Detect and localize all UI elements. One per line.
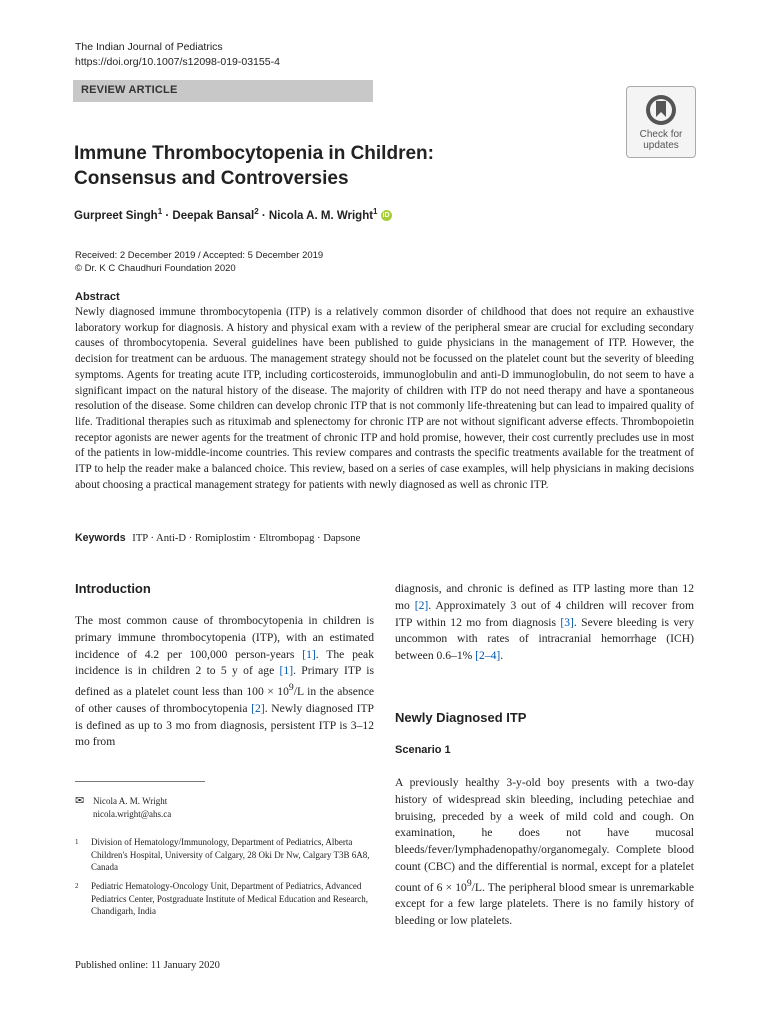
scenario-paragraph: A previously healthy 3-y-old boy presents with a two-day history of widespread skin bleeding, including petechiae and bruising, preceded by a week of mild cold and cough. On examination, he does not have mucosal bleeds/fever/lymphadenopathy/organomegaly. Complete blood count (CBC) and the differential is normal, except for a platelet count of $6 \times 10^9/L$. The peripheral blood smear is unremarkable except for a few large platelets. There is no family history of bleeding or low platelets. bbox=[395, 776, 694, 928]
affiliation-number: 1 bbox=[75, 838, 79, 846]
corresponding-email[interactable]: nicola.wright@ahs.ca bbox=[93, 808, 172, 819]
reference-link[interactable]: [3] bbox=[560, 615, 574, 629]
affiliation-1 bbox=[75, 836, 370, 874]
keywords-label: Keywords bbox=[75, 532, 126, 544]
keyword: ITP bbox=[132, 533, 148, 544]
title-line-2: Consensus and Controversies bbox=[74, 168, 349, 189]
keyword: · Eltrombopag bbox=[250, 533, 314, 544]
copyright: © Dr. K C Chaudhuri Foundation 2020 bbox=[75, 263, 236, 274]
reference-link[interactable]: [2] bbox=[414, 598, 429, 612]
affiliation-2 bbox=[75, 880, 370, 918]
updates-label: updates bbox=[643, 140, 679, 151]
corresponding-author bbox=[75, 795, 171, 820]
check-for-label: Check for bbox=[639, 129, 683, 140]
newly-diagnosed-heading: Newly Diagnosed ITP bbox=[395, 710, 527, 725]
author-affiliation: 1 bbox=[373, 207, 378, 216]
abstract-text: Newly diagnosed immune thrombocytopenia (ITP) is a relatively common disorder of childhood that does not require an exhaustive laboratory workup for diagnosis. A history and physical exam with a review of the peripheral smear are crucial for excluding secondary causes of thrombocytopenia. Several guidelines have been published to guide physicians in the management of ITP. However, the decision for treatment can be arduous. The management strategy should not be focussed on the platelet count but the severity of bleeding symptoms. Agents for treating acute ITP, including corticosteroids, immunoglobulin and anti-D immunoglobulin, do not seem to have a significant impact on the natural history of the disease. The majority of children with ITP do not need therapy and have a spontaneous resolution of the disease. Some children can develop chronic ITP that is not commonly life-threatening but can lead to impaired quality of life. Traditional therapies such as rituximab and splenectomy for chronic ITP are not without significant adverse effects. Thrombopoietin receptor agonists are newer agents for the treatment of chronic ITP and hold promise, however, their cost currently precludes use in most of the patients in low-middle-income countries. This review compares and contrasts the specific treatments available for the treatment of ITP to help the reader make a balanced choice. This review, based on a series of case examples, will help physicians in making decisions about choosing a practical management strategy for patients with newly diagnosed as well as chronic ITP. bbox=[75, 306, 694, 491]
author-affiliation: 1 bbox=[157, 207, 163, 216]
author-name[interactable]: Gurpreet Singh bbox=[74, 209, 158, 222]
author-list: Gurpreet Singh$^1$ · Deepak Bansal$^2$ · Nicola A. M. Wright$^1$ iD bbox=[74, 207, 390, 222]
article-dates bbox=[75, 249, 323, 275]
author-affiliation: 2 bbox=[254, 207, 259, 216]
check-for-updates-badge[interactable] bbox=[626, 86, 696, 158]
affiliation-text: Pediatric Hematology-Oncology Unit, Department of Pediatrics, Advanced Pediatrics Center, Postgraduate Institute of Medical Education and Research, Chandigarh, India bbox=[91, 881, 369, 916]
reference-link[interactable]: [2–4] bbox=[475, 649, 501, 663]
keyword: · Romiplostim bbox=[186, 533, 250, 544]
title-line-1: Immune Thrombocytopenia in Children: bbox=[74, 143, 434, 164]
article-type-banner bbox=[73, 80, 373, 102]
orcid-icon[interactable]: iD bbox=[382, 212, 390, 220]
scenario-heading: Scenario 1 bbox=[395, 744, 451, 756]
incidence-paragraph: diagnosis, and chronic is defined as ITP lasting more than 12 mo [2]. Approximately 3 out of 4 children will recover from ITP within 12 mo from diagnosis [3]. Severe bleeding is very uncommon with rates of intracranial hemorrhage (ICH) between 0.6–1% [2–4]. bbox=[395, 582, 694, 663]
published-date: Published online: 11 January 2020 bbox=[75, 960, 220, 971]
reference-link[interactable]: [2] bbox=[251, 701, 265, 715]
author-name[interactable]: Deepak Bansal bbox=[172, 209, 255, 222]
keyword: · Dapsone bbox=[314, 533, 360, 544]
journal-name: The Indian Journal of Pediatrics bbox=[75, 41, 223, 53]
article-type: REVIEW ARTICLE bbox=[81, 84, 178, 96]
journal-header bbox=[75, 40, 280, 70]
affiliation-number: 2 bbox=[75, 882, 79, 890]
keywords bbox=[75, 532, 360, 544]
reference-link[interactable]: [1] bbox=[302, 647, 316, 661]
author-name[interactable]: Nicola A. M. Wright bbox=[268, 209, 374, 222]
introduction-heading: Introduction bbox=[75, 581, 151, 596]
abstract-heading: Abstract bbox=[75, 291, 120, 303]
footnote-divider bbox=[75, 781, 205, 782]
envelope-icon: ✉ bbox=[75, 795, 85, 807]
received-accepted: Received: 2 December 2019 / Accepted: 5 December 2019 bbox=[75, 250, 324, 261]
keyword: · Anti-D bbox=[148, 533, 186, 544]
corresponding-name: Nicola A. M. Wright bbox=[93, 796, 168, 806]
check-for-updates-icon bbox=[644, 93, 678, 127]
doi-link[interactable]: https://doi.org/10.1007/s12098-019-03155-4 bbox=[75, 56, 280, 68]
introduction-paragraph: The most common cause of thrombocytopenia in children is primary immune thrombocytopenia (ITP), with an estimated incidence of 4.2 per 100,000 person-years [1]. The peak incidence is in children 2 to 5 y of age [1]. Primary ITP is defined as a platelet count less than $100 \times 10^9/L$ in the absence of other causes of thrombocytopenia [2]. Newly diagnosed ITP is defined as up to 3 mo from diagnosis, persistent ITP is 3–12 mo from bbox=[75, 614, 374, 749]
reference-link[interactable]: [1] bbox=[279, 664, 294, 678]
affiliation-text: Division of Hematology/Immunology, Department of Pediatrics, Alberta Children's Hospital, University of Calgary, 28 Oki Dr Nw, Calgary T3B 6A8, Canada bbox=[91, 837, 370, 872]
article-title bbox=[74, 141, 574, 191]
